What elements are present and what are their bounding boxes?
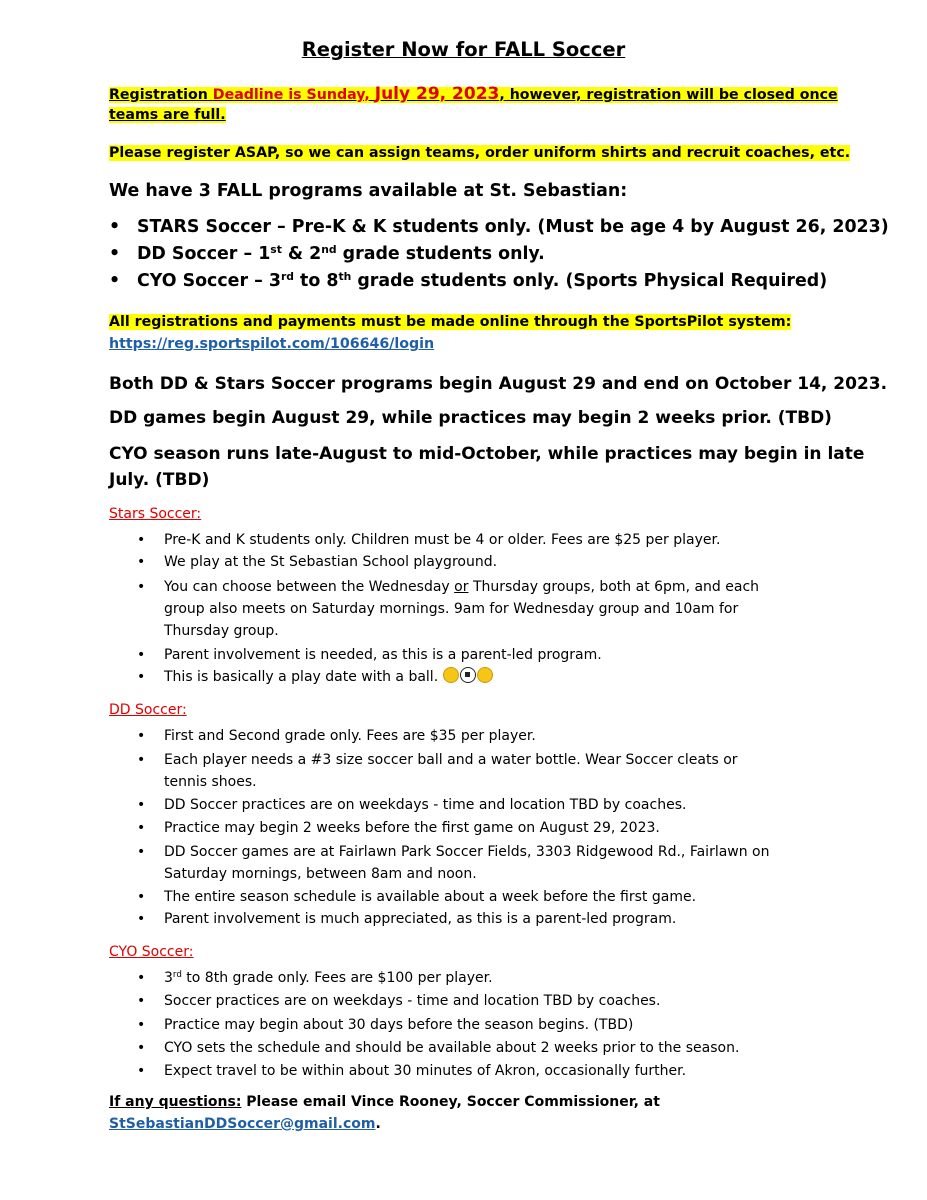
- list-item-text: We play at the St Sebastian School playground.: [164, 554, 498, 570]
- emphasis-or: or: [454, 579, 469, 595]
- register-asap-notice-wrap: [109, 145, 850, 161]
- bullet-icon: •: [137, 1063, 146, 1079]
- program-dd-part: & 2: [281, 244, 322, 264]
- bullet-icon: •: [137, 728, 146, 744]
- list-item-text: Each player needs a #3 size soccer ball and a water bottle. Wear Soccer cleats or: [164, 752, 738, 768]
- list-item-text: [164, 667, 494, 689]
- bullet-icon: •: [137, 993, 146, 1009]
- registration-link-wrap: [109, 336, 434, 352]
- bullet-icon: •: [137, 554, 146, 570]
- bullet-icon: •: [109, 271, 121, 291]
- program-dd-text: [137, 244, 545, 264]
- list-item-text: [164, 577, 759, 599]
- deadline-prefix: Registration: [109, 87, 213, 103]
- contact-email-line: [109, 1116, 381, 1132]
- contact-text: Please email Vince Rooney, Soccer Commissioner, at: [241, 1094, 660, 1110]
- program-dd-part: DD Soccer – 1: [137, 244, 271, 264]
- ordinal-suffix: th: [338, 270, 352, 284]
- cyo-soccer-heading: CYO Soccer:: [109, 944, 194, 960]
- list-item-text: First and Second grade only. Fees are $35 per player.: [164, 728, 536, 744]
- bullet-icon: •: [137, 797, 146, 813]
- bullet-icon: •: [137, 669, 146, 685]
- list-item-text: [164, 968, 493, 990]
- contact-end: .: [375, 1116, 381, 1132]
- deadline-notice-line2: teams are full.: [109, 107, 226, 123]
- deadline-suffix: , however, registration will be closed once: [499, 87, 838, 103]
- bullet-icon: •: [137, 911, 146, 927]
- bullet-icon: •: [137, 844, 146, 860]
- ordinal-suffix: nd: [321, 243, 337, 257]
- bullet-icon: •: [137, 579, 146, 595]
- list-item-part: You can choose between the Wednesday: [164, 579, 455, 595]
- list-item-text: DD Soccer games are at Fairlawn Park Soccer Fields, 3303 Ridgewood Rd., Fairlawn on: [164, 844, 770, 860]
- list-item-text: Practice may begin about 30 days before the season begins. (TBD): [164, 1017, 634, 1033]
- bullet-icon: •: [137, 1040, 146, 1056]
- bullet-icon: •: [137, 1017, 146, 1033]
- page-title: Register Now for FALL Soccer: [301, 38, 626, 61]
- deadline-label: Deadline is Sunday,: [212, 87, 375, 103]
- registration-link[interactable]: https://reg.sportspilot.com/106646/login: [109, 336, 435, 352]
- bullet-icon: •: [137, 820, 146, 836]
- program-cyo-part: to 8: [293, 271, 339, 291]
- program-cyo-part: grade students only. (Sports Physical Required): [351, 271, 828, 291]
- laughing-face-icon: [443, 667, 459, 683]
- deadline-notice-line2-wrap: [109, 107, 226, 123]
- list-item-text: group also meets on Saturday mornings. 9am for Wednesday group and 10am for: [164, 601, 739, 617]
- program-cyo-text: [137, 271, 827, 291]
- program-dd-part: grade students only.: [336, 244, 545, 264]
- bullet-icon: •: [137, 752, 146, 768]
- list-item-part: to 8th grade only. Fees are $100 per player.: [181, 970, 493, 986]
- bullet-icon: •: [109, 217, 121, 237]
- bullet-icon: •: [137, 647, 146, 663]
- list-item-text: Parent involvement is needed, as this is a parent-led program.: [164, 647, 602, 663]
- ordinal-suffix: rd: [172, 970, 182, 981]
- bullet-icon: •: [137, 970, 146, 986]
- list-item-part: 3: [164, 970, 173, 986]
- dd-soccer-heading: DD Soccer:: [109, 702, 187, 718]
- deadline-notice-line1: [109, 84, 838, 104]
- stars-soccer-heading: Stars Soccer:: [109, 506, 202, 522]
- ordinal-suffix: st: [270, 243, 282, 257]
- contact-email-link[interactable]: StSebastianDDSoccer@gmail.com: [109, 1116, 376, 1132]
- list-item-text: Expect travel to be within about 30 minutes of Akron, occasionally further.: [164, 1063, 687, 1079]
- contact-line: [109, 1094, 660, 1110]
- online-registration-note: All registrations and payments must be made online through the SportsPilot system:: [109, 314, 792, 330]
- list-item-text: Parent involvement is much appreciated, as this is a parent-led program.: [164, 911, 677, 927]
- list-item-text: Practice may begin 2 weeks before the first game on August 29, 2023.: [164, 820, 660, 836]
- online-registration-wrap: [109, 314, 791, 330]
- list-item-text: CYO sets the schedule and should be available about 2 weeks prior to the season.: [164, 1040, 740, 1056]
- programs-intro: We have 3 FALL programs available at St. Sebastian:: [109, 181, 628, 201]
- dd-games-info: DD games begin August 29, while practices may begin 2 weeks prior. (TBD): [109, 408, 832, 428]
- program-stars-text: STARS Soccer – Pre-K & K students only. (Must be age 4 by August 26, 2023): [137, 217, 889, 237]
- contact-label: If any questions:: [109, 1094, 242, 1110]
- cyo-season-info-line1: CYO season runs late-August to mid-October, while practices may begin in late: [109, 444, 865, 464]
- list-item-text: Soccer practices are on weekdays - time and location TBD by coaches.: [164, 993, 661, 1009]
- list-item-text: The entire season schedule is available about a week before the first game.: [164, 889, 697, 905]
- bullet-icon: •: [109, 244, 121, 264]
- list-item-text: Saturday mornings, between 8am and noon.: [164, 866, 477, 882]
- list-item-text: Thursday group.: [164, 623, 279, 639]
- cyo-season-info-line2: July. (TBD): [109, 470, 210, 490]
- list-item-text: Pre-K and K students only. Children must be 4 or older. Fees are $25 per player.: [164, 532, 721, 548]
- bullet-icon: •: [137, 889, 146, 905]
- winking-face-icon: [477, 667, 493, 683]
- list-item-text: tennis shoes.: [164, 774, 257, 790]
- ordinal-suffix: rd: [280, 270, 294, 284]
- bullet-icon: •: [137, 532, 146, 548]
- register-asap-notice: Please register ASAP, so we can assign teams, order uniform shirts and recruit coaches, etc.: [109, 145, 851, 161]
- list-item-text: DD Soccer practices are on weekdays - time and location TBD by coaches.: [164, 797, 687, 813]
- list-item-part: This is basically a play date with a ball.: [164, 669, 443, 685]
- soccer-ball-icon: [460, 667, 476, 683]
- deadline-date: July 29, 2023: [374, 84, 500, 104]
- deadline-notice: [109, 82, 838, 107]
- program-cyo-part: CYO Soccer – 3: [137, 271, 281, 291]
- list-item-part: Thursday groups, both at 6pm, and each: [468, 579, 760, 595]
- season-dates-info: Both DD & Stars Soccer programs begin August 29 and end on October 14, 2023.: [109, 374, 888, 394]
